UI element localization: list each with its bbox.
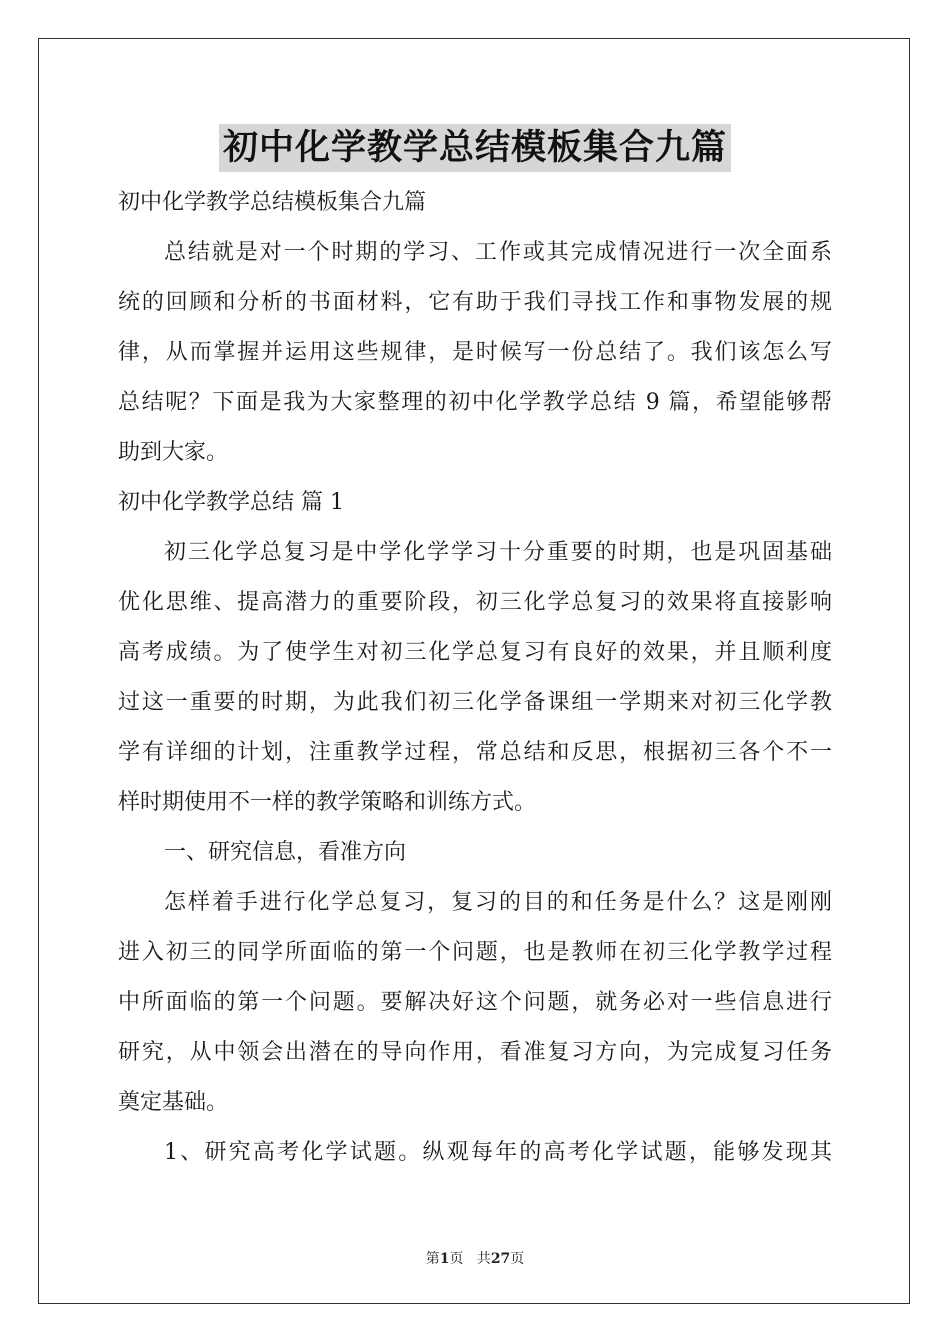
text-line: 怎样着手进行化学总复习，复习的目的和任务是什么？这是刚刚	[164, 890, 832, 915]
footer-total-prefix: 共	[476, 1251, 491, 1267]
footer-total-pages: 27	[490, 1251, 511, 1267]
footer-total-suffix: 页	[510, 1251, 525, 1267]
text-line: 中所面临的第一个问题。要解决好这个问题，就务必对一些信息进行	[118, 990, 832, 1015]
text-line: 过这一重要的时期，为此我们初三化学备课组一学期来对初三化学教	[118, 690, 832, 715]
text-line: 总结就是对一个时期的学习、工作或其完成情况进行一次全面系	[164, 240, 832, 265]
text-line: 一、研究信息，看准方向	[164, 840, 407, 865]
text-line: 初三化学总复习是中学化学学习十分重要的时期，也是巩固基础	[164, 540, 832, 565]
text-line: 样时期使用不一样的教学策略和训练方式。	[118, 790, 537, 815]
text-line: 学有详细的计划，注重教学过程，常总结和反思，根据初三各个不一	[118, 740, 832, 765]
text-line: 研究，从中领会出潜在的导向作用，看准复习方向，为完成复习任务	[118, 1040, 832, 1065]
footer-prefix: 第	[425, 1251, 440, 1267]
text-line: 奠定基础。	[118, 1090, 229, 1115]
footer-page-number: 1	[439, 1251, 450, 1267]
text-line: 进入初三的同学所面临的第一个问题，也是教师在初三化学教学过程	[118, 940, 832, 965]
document-body	[118, 178, 832, 1178]
text-line: 初中化学教学总结 篇 1	[118, 490, 344, 515]
text-line: 总结呢？下面是我为大家整理的初中化学教学总结 9 篇，希望能够帮	[118, 390, 832, 415]
text-line: 初中化学教学总结模板集合九篇	[118, 190, 427, 215]
text-line: 高考成绩。为了使学生对初三化学总复习有良好的效果，并且顺利度	[118, 640, 832, 665]
text-line: 律，从而掌握并运用这些规律，是时候写一份总结了。我们该怎么写	[118, 340, 832, 365]
title-wrap	[0, 124, 950, 172]
text-line: 统的回顾和分析的书面材料，它有助于我们寻找工作和事物发展的规	[118, 290, 832, 315]
document-title: 初中化学教学总结模板集合九篇	[219, 124, 731, 172]
footer-page-suffix: 页	[449, 1251, 464, 1267]
text-line: 助到大家。	[118, 440, 229, 465]
page-footer	[0, 1248, 950, 1268]
text-line: 1、研究高考化学试题。纵观每年的高考化学试题，能够发现其	[164, 1140, 832, 1165]
text-line: 优化思维、提高潜力的重要阶段，初三化学总复习的效果将直接影响	[118, 590, 832, 615]
